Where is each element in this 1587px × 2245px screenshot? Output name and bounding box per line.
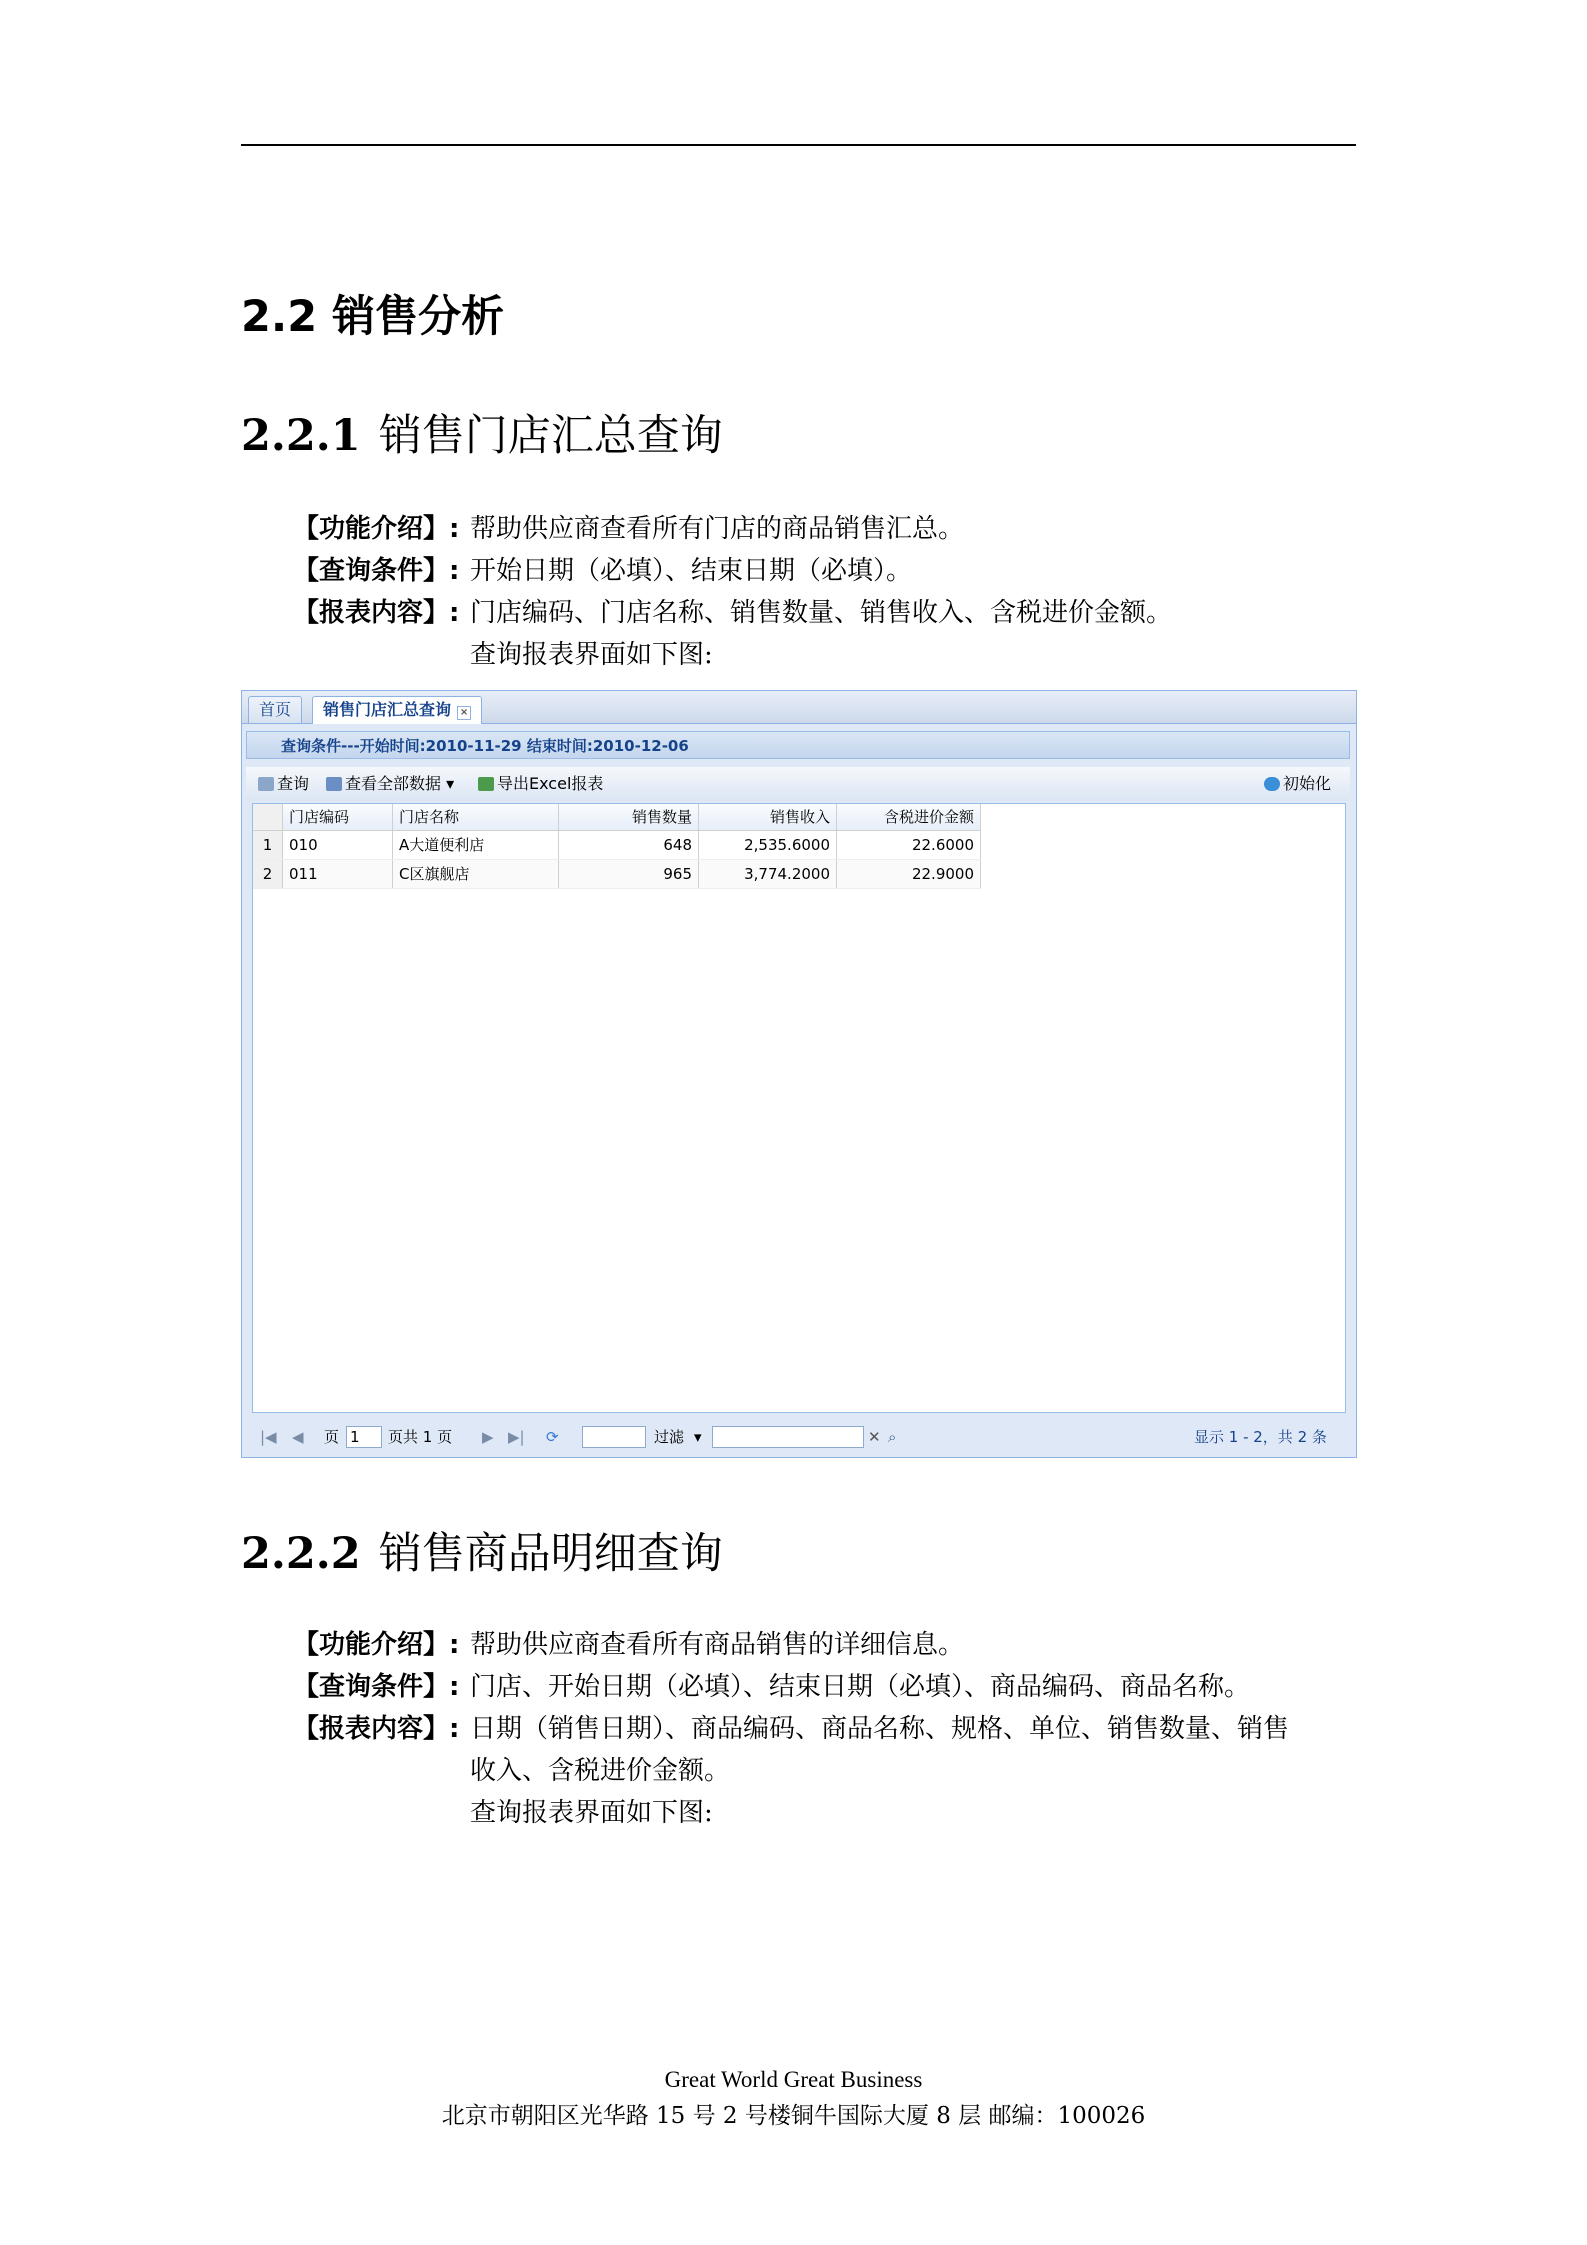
first-page-icon[interactable]: |◀ bbox=[260, 1428, 277, 1446]
section-heading: 2.2 销售分析 bbox=[241, 292, 505, 342]
report-content-continuation: 收入、含税进价金额。 bbox=[470, 1756, 731, 1786]
query-condition-bar: 查询条件---开始时间:2010-11-29 结束时间:2010-12-06 bbox=[246, 731, 1350, 759]
table-row[interactable]: 2 011 C区旗舰店 965 3,774.2000 22.9000 bbox=[253, 860, 981, 889]
subsection-title: 销售商品明细查询 bbox=[378, 1529, 723, 1579]
total-pages: 页共 1 页 bbox=[388, 1428, 453, 1446]
report-content-221: 【报表内容】: 门店编码、门店名称、销售数量、销售收入、含税进价金额。 bbox=[293, 598, 1173, 628]
clear-icon[interactable]: ✕ bbox=[868, 1428, 881, 1446]
filter-input[interactable] bbox=[712, 1426, 864, 1448]
export-excel-button[interactable]: 导出Excel报表 bbox=[478, 767, 603, 801]
header-rule bbox=[241, 144, 1356, 146]
subsection-heading-221 bbox=[241, 402, 723, 463]
footer-address: 北京市朝阳区光华路 15 号 2 号楼铜牛国际大厦 8 层 邮编：100026 bbox=[441, 2103, 1146, 2129]
query-conditions-221: 【查询条件】: 开始日期（必填）、结束日期（必填）。 bbox=[293, 556, 913, 586]
view-all-button[interactable]: 查看全部数据 ▾ bbox=[326, 767, 454, 801]
table-icon bbox=[326, 777, 342, 791]
pagination-bar bbox=[246, 1421, 1350, 1453]
next-page-icon[interactable]: ▶ bbox=[482, 1428, 494, 1446]
chevron-down-icon[interactable]: ▾ bbox=[694, 1428, 702, 1446]
report-window bbox=[241, 690, 1357, 1458]
page-number-input[interactable]: 1 bbox=[346, 1426, 382, 1448]
report-content-222: 【报表内容】: 日期（销售日期）、商品编码、商品名称、规格、单位、销售数量、销售 bbox=[293, 1714, 1290, 1744]
refresh-icon[interactable]: ⟳ bbox=[546, 1428, 559, 1446]
close-icon[interactable]: × bbox=[457, 706, 471, 720]
col-sales-income[interactable]: 销售收入 bbox=[699, 804, 837, 830]
footer-slogan: Great World Great Business bbox=[664, 2067, 923, 2092]
figure-caption-221: 查询报表界面如下图: bbox=[470, 640, 713, 670]
col-store-name[interactable]: 门店名称 bbox=[393, 804, 559, 830]
figure-caption-222: 查询报表界面如下图: bbox=[470, 1798, 713, 1828]
last-page-icon[interactable]: ▶| bbox=[508, 1428, 525, 1446]
subsection-number: 2.2.2 bbox=[241, 1529, 361, 1579]
table-row[interactable]: 1 010 A大道便利店 648 2,535.6000 22.6000 bbox=[253, 831, 981, 860]
feature-intro-221: 【功能介绍】: 帮助供应商查看所有门店的商品销售汇总。 bbox=[293, 514, 965, 544]
grid-header bbox=[253, 804, 981, 831]
tab-store-summary[interactable]: 销售门店汇总查询 × bbox=[312, 696, 482, 724]
tab-strip bbox=[242, 691, 1356, 724]
chevron-down-icon: ▾ bbox=[446, 774, 455, 793]
page-label: 页 bbox=[324, 1428, 340, 1446]
feature-intro-222: 【功能介绍】: 帮助供应商查看所有商品销售的详细信息。 bbox=[293, 1630, 965, 1660]
refresh-icon bbox=[1264, 777, 1280, 791]
record-count: 显示 1 - 2，共 2 条 bbox=[1194, 1428, 1327, 1446]
col-sales-qty[interactable]: 销售数量 bbox=[559, 804, 699, 830]
col-cost-amount[interactable]: 含税进价金额 bbox=[837, 804, 981, 830]
filter-label[interactable]: 过滤 bbox=[654, 1428, 685, 1446]
data-grid bbox=[252, 803, 1346, 1413]
page-size-input[interactable] bbox=[582, 1426, 646, 1448]
query-button[interactable]: 查询 bbox=[258, 767, 309, 801]
reset-button[interactable]: 初始化 bbox=[1264, 767, 1331, 801]
printer-icon bbox=[258, 777, 274, 791]
col-store-code[interactable]: 门店编码 bbox=[283, 804, 393, 830]
excel-icon bbox=[478, 777, 494, 791]
toolbar bbox=[246, 767, 1350, 801]
query-conditions-222: 【查询条件】: 门店、开始日期（必填）、结束日期（必填）、商品编码、商品名称。 bbox=[293, 1672, 1251, 1702]
subsection-heading-222 bbox=[241, 1520, 723, 1581]
subsection-title: 销售门店汇总查询 bbox=[378, 411, 723, 461]
tab-home[interactable]: 首页 bbox=[248, 696, 302, 723]
subsection-number: 2.2.1 bbox=[241, 411, 361, 461]
prev-page-icon[interactable]: ◀ bbox=[292, 1428, 304, 1446]
search-icon[interactable]: ⌕ bbox=[888, 1428, 897, 1446]
